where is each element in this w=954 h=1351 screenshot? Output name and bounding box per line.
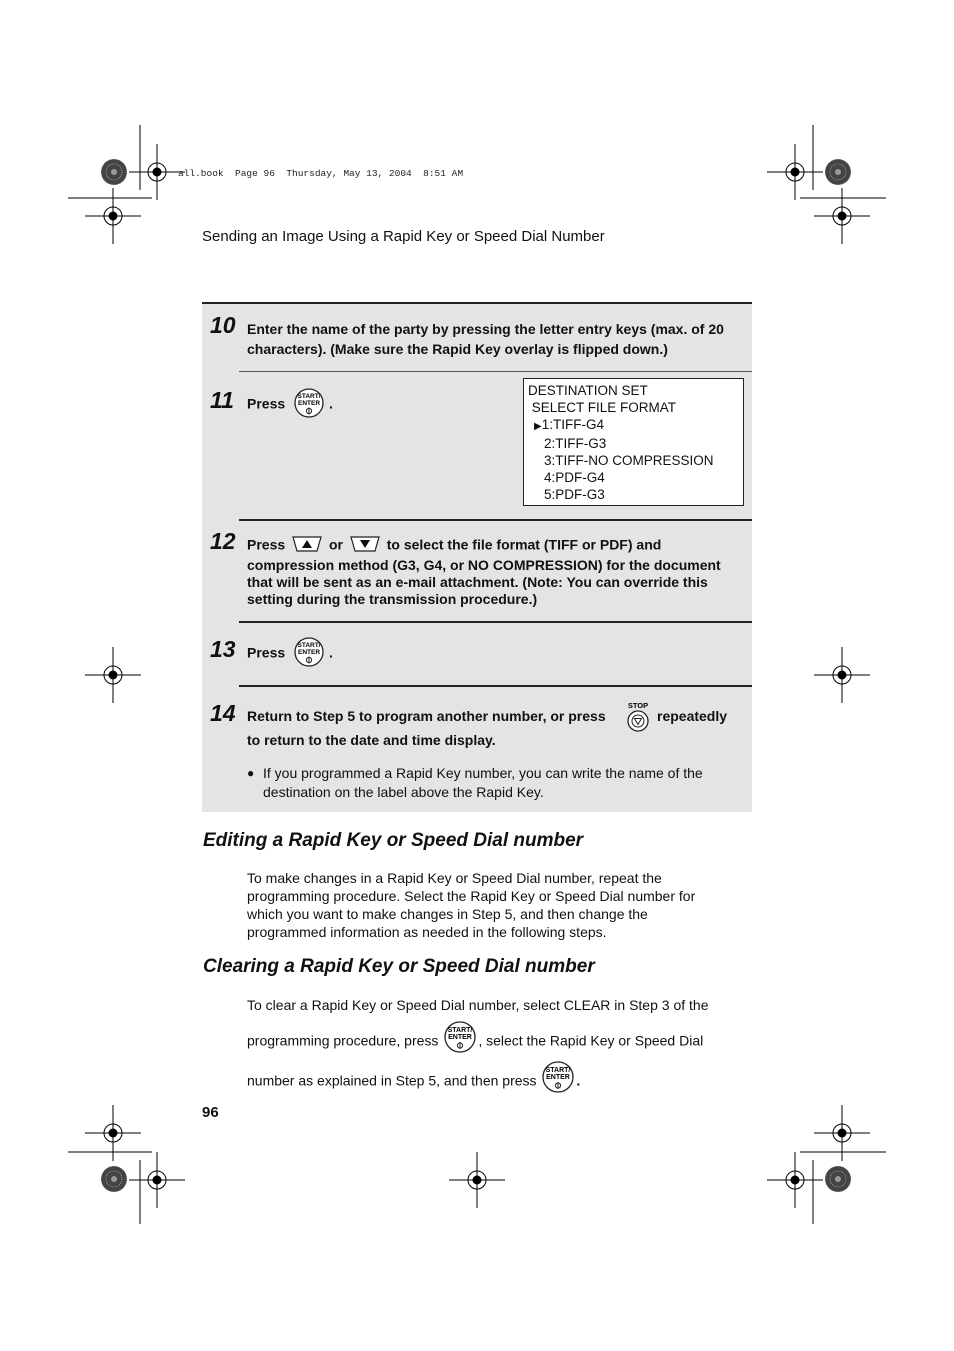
step-number: 12 xyxy=(210,528,236,554)
divider xyxy=(239,621,752,623)
enter-label: ENTER xyxy=(546,1074,571,1081)
step-number: 14 xyxy=(210,700,236,726)
start-label: START/ xyxy=(546,1067,571,1074)
cursor-icon: ▶ xyxy=(534,421,542,432)
enter-label: ENTER xyxy=(448,1034,473,1041)
step-text-row xyxy=(247,388,333,422)
enter-label: ENTER xyxy=(298,400,321,407)
section-heading: Clearing a Rapid Key or Speed Dial number xyxy=(203,956,595,977)
section-heading: Editing a Rapid Key or Speed Dial number xyxy=(203,830,584,851)
bullet-icon: ● xyxy=(247,766,255,780)
display-line: 5:PDF-G3 xyxy=(544,487,605,502)
down-arrow-key-icon xyxy=(349,535,381,557)
rosette-mark xyxy=(825,159,851,185)
press-label: Press xyxy=(247,644,286,661)
display-line: DESTINATION SET xyxy=(528,383,648,398)
paragraph-line: programming procedure. Select the Rapid Key or Speed Dial number for xyxy=(247,888,696,904)
rosette-mark xyxy=(825,1166,851,1192)
start-label: START/ xyxy=(447,1027,473,1034)
step-text: to return to the date and time display. xyxy=(247,732,496,748)
crosshair-mark xyxy=(85,647,141,703)
up-arrow-key-icon xyxy=(291,535,323,557)
step-text-row xyxy=(247,637,333,671)
crosshair-mark xyxy=(85,1105,141,1161)
start-enter-icon xyxy=(540,1061,576,1103)
step-number: 11 xyxy=(210,387,234,413)
crosshair-mark xyxy=(814,188,870,244)
crosshair-mark xyxy=(767,144,823,200)
running-head: Sending an Image Using a Rapid Key or Speed Dial Number xyxy=(202,228,605,245)
stop-label: STOP xyxy=(627,701,649,710)
crosshair-mark xyxy=(449,1152,505,1208)
crosshair-mark xyxy=(85,188,141,244)
crosshair-mark xyxy=(814,1105,870,1161)
divider xyxy=(239,685,752,687)
paragraph-line: programmed information as needed in the following steps. xyxy=(247,924,607,940)
crosshair-mark xyxy=(767,1152,823,1208)
start-enter-icon xyxy=(291,637,327,671)
paragraph-line: To make changes in a Rapid Key or Speed Dial number, repeat the xyxy=(247,870,662,886)
rosette-mark xyxy=(101,1166,127,1192)
lcd-display xyxy=(523,378,744,506)
paragraph-text: number as explained in Step 5, and then press xyxy=(247,1072,537,1089)
bullet-text: If you programmed a Rapid Key number, you can write the name of the destination on the label above the Rapid Key. xyxy=(263,765,703,800)
crosshair-mark xyxy=(129,144,185,200)
period: . xyxy=(329,395,333,412)
display-line: 4:PDF-G4 xyxy=(544,470,605,485)
step-text: Enter the name of the party by pressing the letter entry keys (max. of 20 characters). (Make sure the Rapid Key overlay is flipped down.) xyxy=(247,321,724,357)
stop-icon xyxy=(622,700,654,737)
start-label: START/ xyxy=(297,393,321,400)
or-label: or xyxy=(328,536,343,553)
divider xyxy=(239,371,752,372)
paragraph-line: which you want to make changes in Step 5, and then change the xyxy=(247,906,648,922)
bullet-note xyxy=(247,764,727,802)
paragraph-line-with-button xyxy=(247,1061,727,1103)
divider xyxy=(202,302,752,304)
crosshair-mark xyxy=(814,647,870,703)
step-number: 10 xyxy=(210,312,236,338)
display-line: SELECT FILE FORMAT xyxy=(528,400,677,415)
press-label: Press xyxy=(247,536,286,553)
press-label: Press xyxy=(247,395,286,412)
steps-box xyxy=(202,302,752,812)
rosette-mark xyxy=(101,159,127,185)
display-line-selected xyxy=(524,416,743,435)
period: . xyxy=(329,644,333,661)
print-header: all.book Page 96 Thursday, May 13, 2004 8:51 AM xyxy=(178,168,464,179)
display-option: 1:TIFF-G4 xyxy=(541,417,604,432)
section-paragraph xyxy=(247,869,727,941)
paragraph-line-with-button xyxy=(247,1021,727,1063)
step-text: repeatedly xyxy=(657,708,728,724)
paragraph-line: To clear a Rapid Key or Speed Dial number, select CLEAR in Step 3 of the xyxy=(247,997,709,1013)
enter-label: ENTER xyxy=(298,649,321,656)
start-label: START/ xyxy=(297,642,321,649)
display-line: 3:TIFF-NO COMPRESSION xyxy=(544,453,714,468)
crosshair-mark xyxy=(129,1152,185,1208)
paragraph-text: programming procedure, press xyxy=(247,1032,439,1049)
start-enter-icon xyxy=(291,388,327,422)
divider xyxy=(239,519,752,521)
step-instruction: to select the file format (TIFF or PDF) and compression method (G3, G4, or NO COMPRESSION) for the document that will be sent as an e-mail attachment. (Note: You can override this setting during the transmission procedure.) xyxy=(247,536,721,607)
step-text: Return to Step 5 to program another number, or press xyxy=(247,708,606,724)
step-number: 13 xyxy=(210,636,236,662)
start-enter-icon xyxy=(442,1021,478,1063)
page-number: 96 xyxy=(202,1104,219,1121)
paragraph-text: . xyxy=(576,1072,581,1089)
paragraph-text: , select the Rapid Key or Speed Dial xyxy=(478,1032,704,1049)
step-text xyxy=(247,535,742,608)
display-line: 2:TIFF-G3 xyxy=(544,436,607,451)
